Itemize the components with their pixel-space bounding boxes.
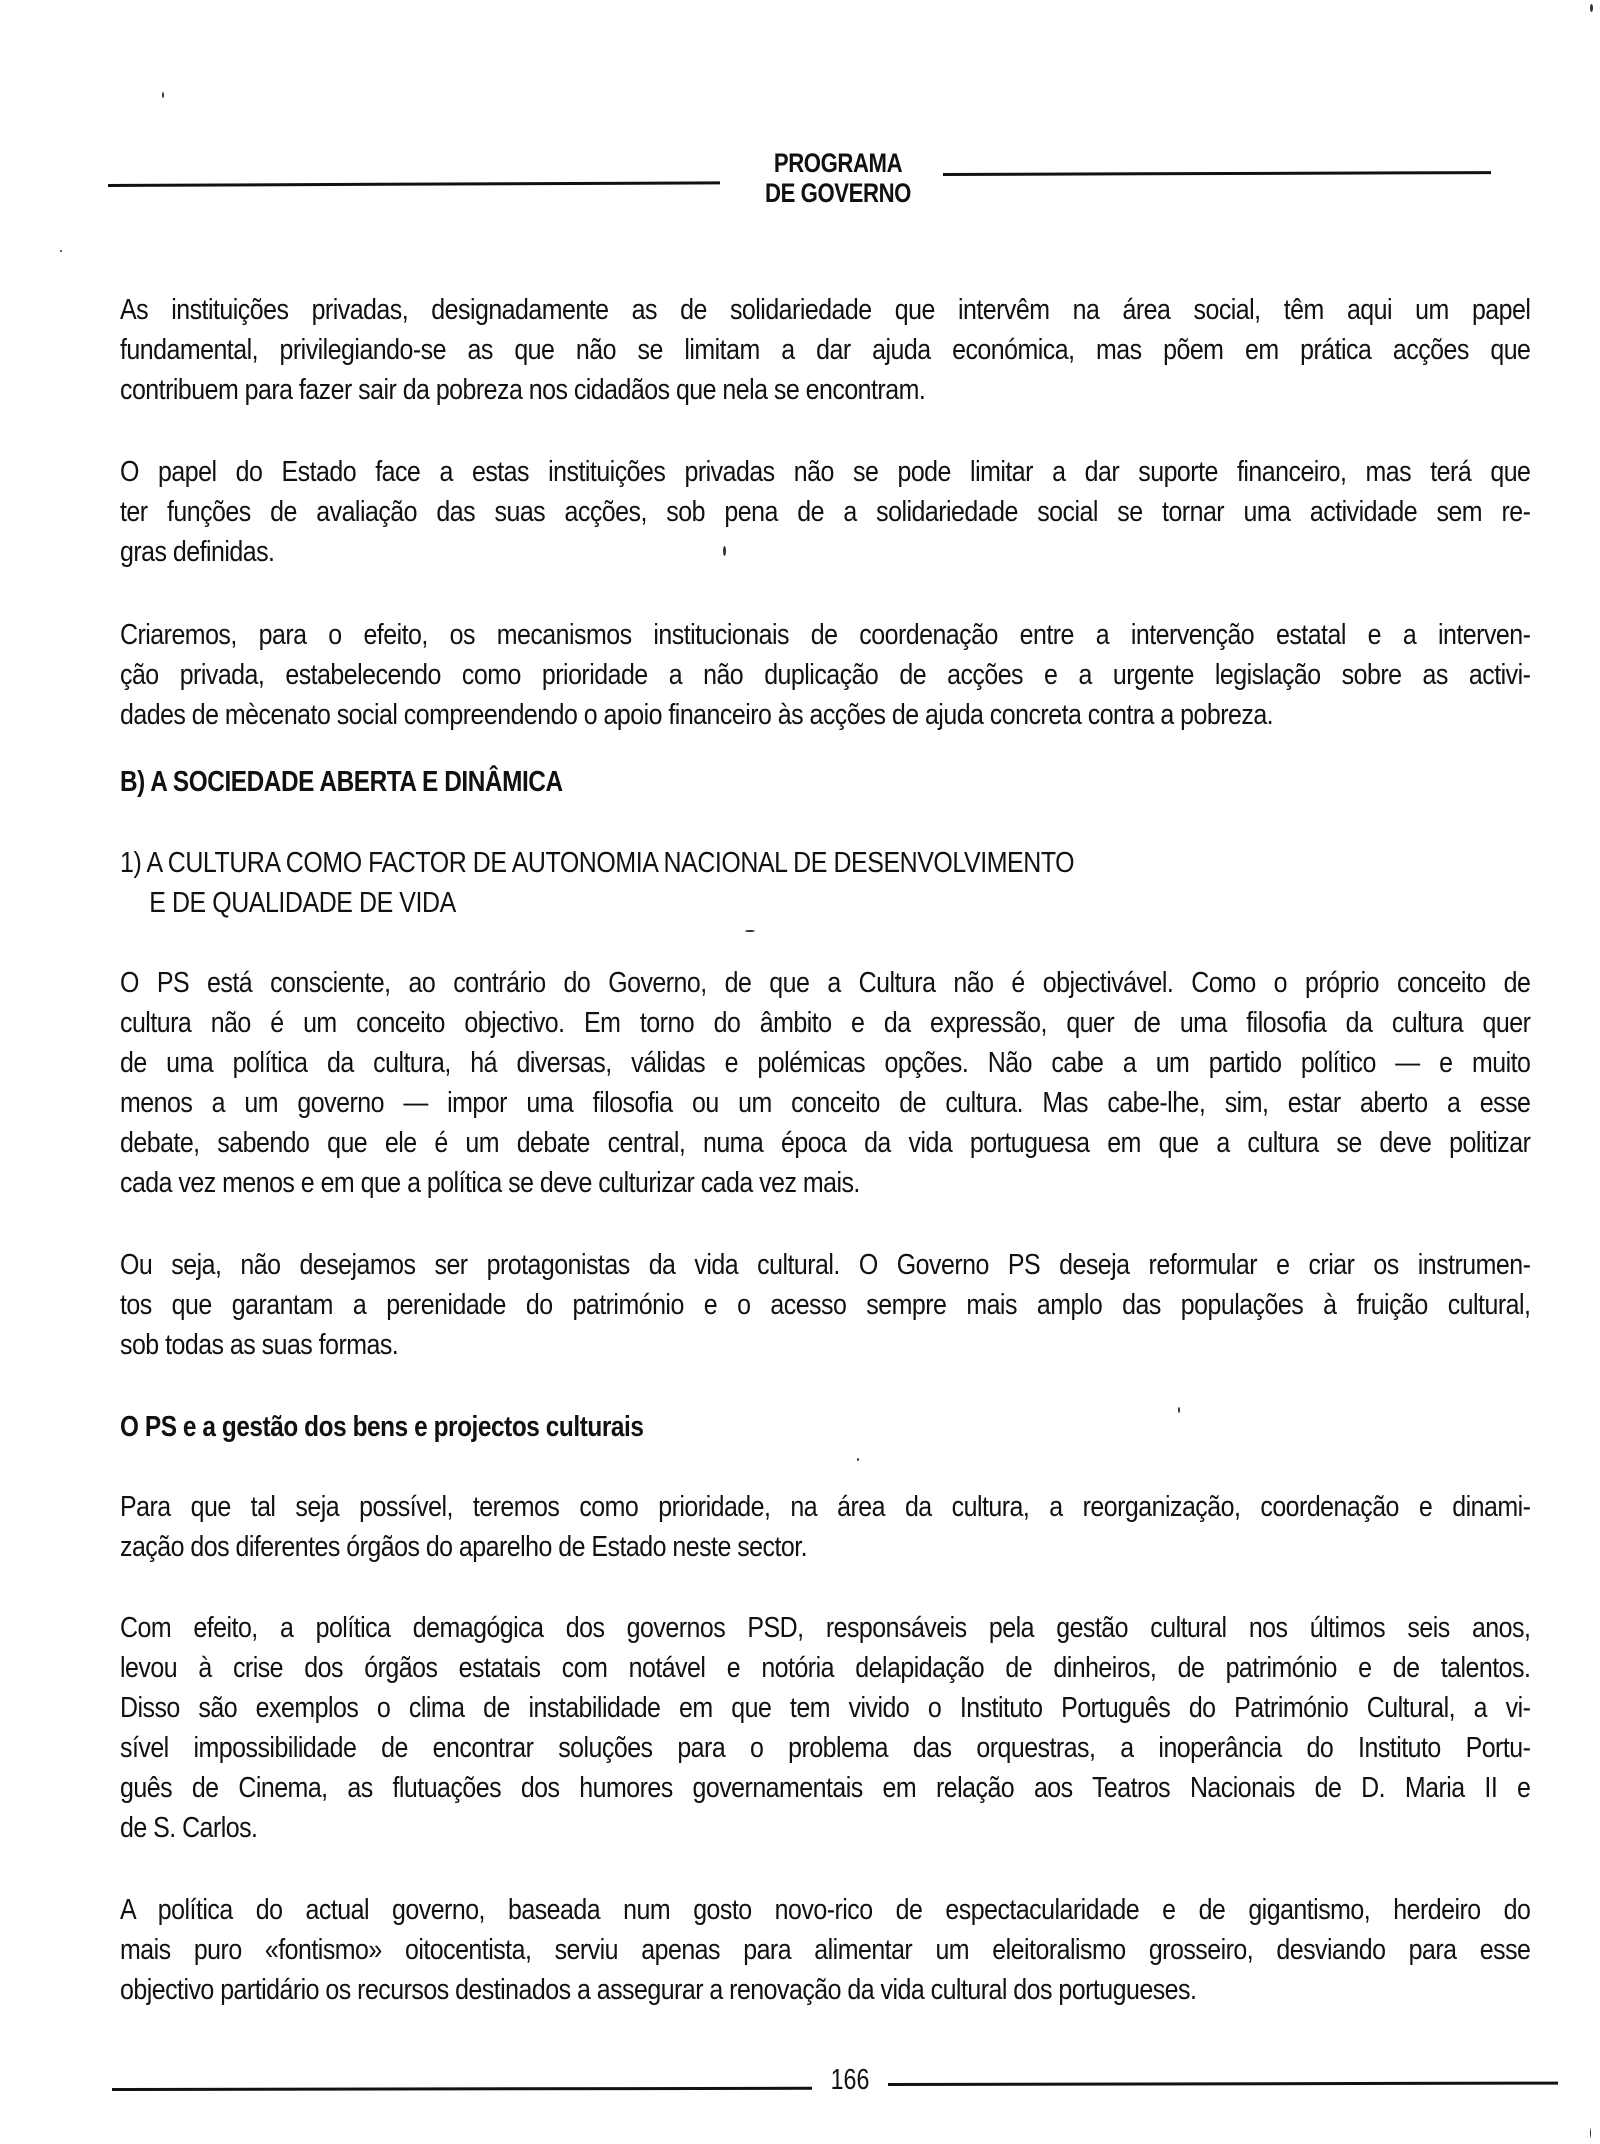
paragraph-para-que-tal [120,1487,1530,1567]
scan-speck [723,546,726,556]
page-header [108,148,1538,218]
text-line: fundamental, privilegiando-se as que não se limitam a dar ajuda económica, mas põem em prática acções que [120,334,1531,366]
text-line: Criaremos, para o efeito, os mecanismos institucionais de coordenação entre a intervenção estatal e a interven- [120,619,1531,651]
subsection-heading-line: 1) A CULTURA COMO FACTOR DE AUTONOMIA NACIONAL DE DESENVOLVIMENTO [120,847,1075,879]
text-line: Disso são exemplos o clima de instabilidade em que tem vivido o Instituto Português do Património Cultural, a vi- [120,1692,1531,1724]
subsection-heading-1 [120,843,1530,923]
paragraph-politica-actual-governo [120,1890,1530,2010]
page-number: 166 [830,2064,870,2096]
page-footer [108,2058,1558,2098]
scan-speck [1590,4,1593,12]
header-rule-left [108,181,720,187]
text-line: guês de Cinema, as flutuações dos humores governamentais em relação aos Teatros Nacionais de D. Maria II e [120,1772,1531,1804]
paragraph-papel-do-estado [120,452,1530,572]
text-line: de uma política da cultura, há diversas, válidas e polémicas opções. Não cabe a um partido político — e muito [120,1047,1531,1079]
scan-speck [857,1458,859,1461]
subsection-heading-line: E DE QUALIDADE DE VIDA [149,887,456,919]
text-line: Ou seja, não desejamos ser protagonistas da vida cultural. O Governo PS deseja reformular e criar os instrumen- [120,1249,1531,1281]
scan-speck [60,250,62,252]
text-line: cultura não é um conceito objectivo. Em torno do âmbito e da expressão, quer de uma filosofia da cultura quer [120,1007,1531,1039]
text-line: de S. Carlos. [120,1812,258,1844]
text-line: gras definidas. [120,536,275,568]
header-title-line1: PROGRAMA [773,148,903,178]
text-line: As instituições privadas, designadamente as de solidariedade que intervêm na área social, têm aqui um papel [120,294,1531,326]
text-line: Com efeito, a política demagógica dos governos PSD, responsáveis pela gestão cultural nos últimos seis anos, [120,1612,1531,1644]
text-line: cada vez menos e em que a política se deve culturizar cada vez mais. [120,1167,860,1199]
text-line: sível impossibilidade de encontrar soluções para o problema das orquestras, a inoperância do Instituto Portu- [120,1732,1531,1764]
scan-speck [1590,2128,1591,2138]
scan-speck [1178,1407,1180,1413]
text-line: tos que garantam a perenidade do património e o acesso sempre mais amplo das populações à fruição cultural, [120,1289,1531,1321]
paragraph-ps-consciente [120,963,1530,1203]
text-line: menos a um governo — impor uma filosofia ou um conceito de cultura. Mas cabe-lhe, sim, estar aberto a esse [120,1087,1531,1119]
scan-speck [745,930,755,932]
scan-speck [162,92,164,98]
text-line: zação dos diferentes órgãos do aparelho de Estado neste sector. [120,1531,808,1563]
text-line: objectivo partidário os recursos destinados a assegurar a renovação da vida cultural dos portugueses. [120,1974,1197,2006]
header-title [756,148,920,208]
text-line: O PS está consciente, ao contrário do Governo, de que a Cultura não é objectivável. Como o próprio conceito de [120,967,1531,999]
text-line: sob todas as suas formas. [120,1329,399,1361]
footer-rule-right [888,2082,1558,2086]
text-line: levou à crise dos órgãos estatais com notável e notória delapidação de dinheiros, de património e de talentos. [120,1652,1531,1684]
text-line: ção privada, estabelecendo como prioridade a não duplicação de acções e a urgente legislação sobre as activi- [120,659,1531,691]
text-line: Para que tal seja possível, teremos como prioridade, na área da cultura, a reorganização, coordenação e dinami- [120,1491,1531,1523]
subheading-gestao-bens-culturais: O PS e a gestão dos bens e projectos culturais [120,1411,644,1443]
paragraph-ou-seja [120,1245,1530,1365]
text-line: A política do actual governo, baseada num gosto novo-rico de espectacularidade e de gigantismo, herdeiro do [120,1894,1531,1926]
header-rule-right [943,171,1491,176]
text-line: mais puro «fontismo» oitocentista, serviu apenas para alimentar um eleitoralismo grosseiro, desviando para esse [120,1934,1531,1966]
header-title-line2: DE GOVERNO [765,178,911,208]
paragraph-criaremos [120,615,1530,735]
text-line: dades de mècenato social compreendendo o apoio financeiro às acções de ajuda concreta contra a pobreza. [120,699,1274,731]
text-line: ter funções de avaliação das suas acções, sob pena de a solidariedade social se tornar uma actividade sem re- [120,496,1531,528]
text-line: debate, sabendo que ele é um debate central, numa época da vida portuguesa em que a cultura se deve politizar [120,1127,1531,1159]
footer-rule-left [112,2087,812,2091]
paragraph-instituicoes-privadas [120,290,1530,410]
text-line: O papel do Estado face a estas instituições privadas não se pode limitar a dar suporte financeiro, mas terá que [120,456,1531,488]
section-heading-b: B) A SOCIEDADE ABERTA E DINÂMICA [120,766,563,798]
paragraph-com-efeito [120,1608,1530,1848]
text-line: contribuem para fazer sair da pobreza nos cidadãos que nela se encontram. [120,374,926,406]
